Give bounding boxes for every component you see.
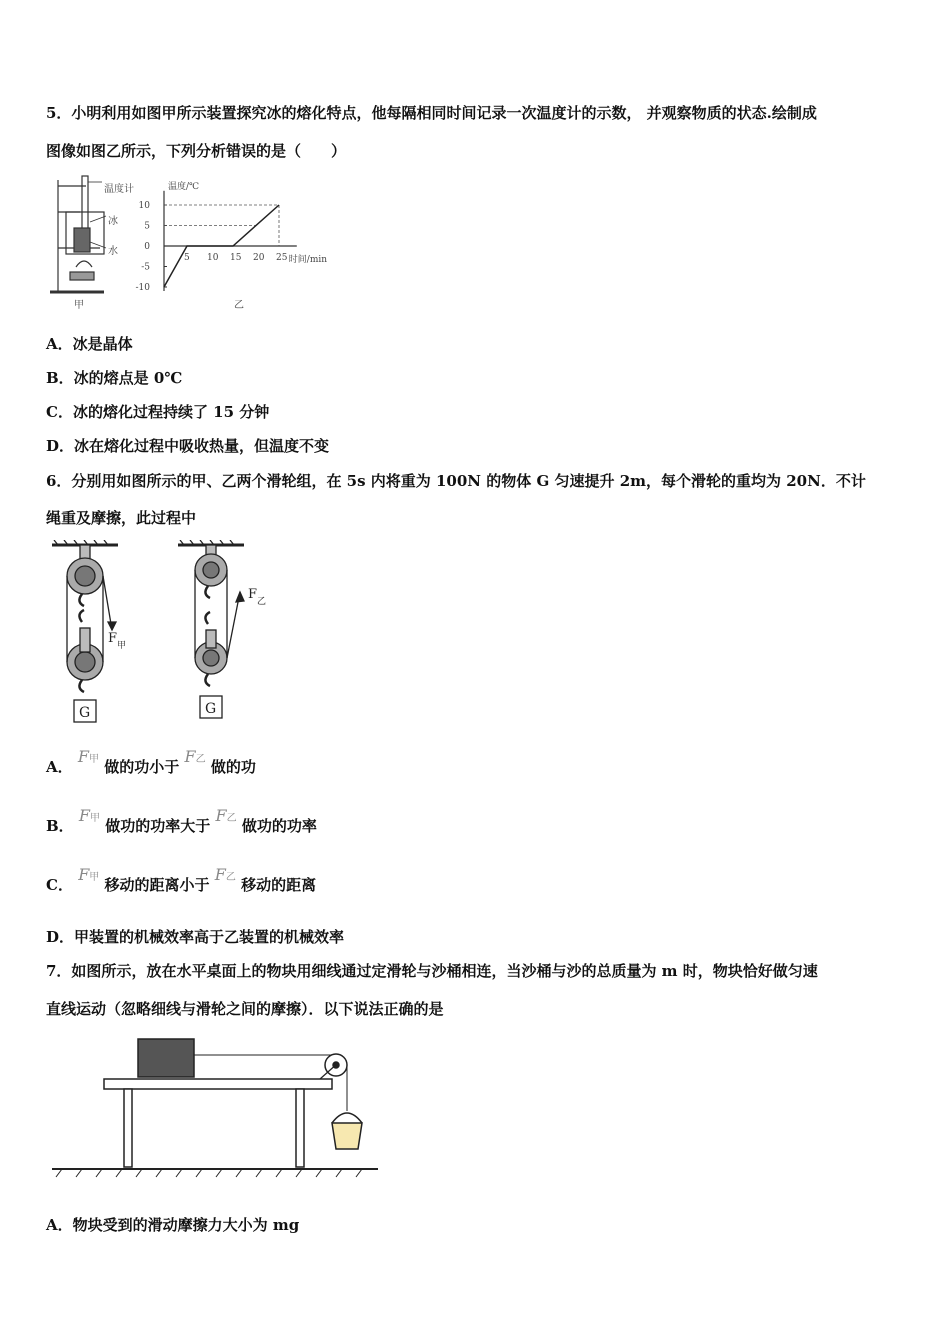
q5-option-a: A．冰是晶体 <box>46 335 133 353</box>
q5-figure <box>46 172 366 312</box>
right-caption: 乙 <box>234 300 244 311</box>
x-tick-label: 5 <box>184 253 190 263</box>
f-yi-symbol: F乙 <box>184 747 206 766</box>
q6-line2: 绳重及摩擦，此过程中 <box>46 509 197 527</box>
f-yi-symbol: F乙 <box>214 865 236 884</box>
option-a-tail: 做的功 <box>210 758 256 776</box>
force-right-sub: 乙 <box>257 597 267 607</box>
q7-option-a: A．物块受到的滑动摩擦力大小为 mg <box>46 1216 300 1234</box>
q5-option-b: B．冰的熔点是 0℃ <box>46 369 183 387</box>
q6-option-d: D．甲装置的机械效率高于乙装置的机械效率 <box>46 928 345 946</box>
y-tick-label: 10 <box>138 201 150 211</box>
option-b-label: B． <box>46 817 74 835</box>
q5-option-c: C．冰的熔化过程持续了 15 分钟 <box>46 403 270 421</box>
thermometer-label: 温度计 <box>104 184 134 195</box>
q6-line1: 6．分别用如图所示的甲、乙两个滑轮组，在 5s 内将重为 100N 的物体 G 匀速提升 2m，每个滑轮的重均为 20N．不计 <box>46 472 866 490</box>
x-tick-label: 15 <box>230 253 242 263</box>
q6-option-b <box>46 806 317 836</box>
force-left-sub: 甲 <box>117 641 127 651</box>
y-axis-label: 温度/℃ <box>168 181 200 192</box>
option-a-mid: 做的功小于 <box>104 758 180 776</box>
x-tick-label: 25 <box>276 253 288 263</box>
y-tick-label: 5 <box>144 221 150 232</box>
q7-table-figure <box>52 1035 392 1185</box>
option-a-label: A． <box>46 758 73 776</box>
q5-line1: 5．小明利用如图甲所示装置探究冰的熔化特点，他每隔相同时间记录一次温度计的示数， 并观察物质的状态.绘制成 <box>46 104 817 122</box>
q7-line1: 7．如图所示，放在水平桌面上的物块用细线通过定滑轮与沙桶相连，当沙桶与沙的总质量为 m 时，物块恰好做匀速 <box>46 962 818 980</box>
table-pulley-drawing <box>52 1039 378 1177</box>
x-tick-label: 20 <box>253 253 265 263</box>
temperature-chart <box>136 180 328 293</box>
force-right-symbol: F <box>248 587 258 602</box>
ice-label: 冰 <box>108 216 118 227</box>
f-jia-symbol: F甲 <box>78 806 101 825</box>
f-jia-symbol: F甲 <box>78 865 100 884</box>
weight-g-right: G <box>205 701 217 717</box>
x-axis-label: 时间/min <box>288 255 328 265</box>
weight-g-left: G <box>79 705 91 721</box>
option-b-tail: 做功的功率 <box>241 817 317 835</box>
q6-option-c <box>46 865 317 895</box>
option-c-tail: 移动的距离 <box>241 876 317 894</box>
apparatus-drawing <box>50 176 106 292</box>
water-label: 水 <box>108 246 118 257</box>
option-c-mid: 移动的距离小于 <box>104 876 210 894</box>
y-tick-label: -10 <box>135 283 150 293</box>
q5-line2: 图像如图乙所示，下列分析错误的是（ ） <box>46 142 347 160</box>
q5-option-d: D．冰在熔化过程中吸收热量，但温度不变 <box>46 437 330 455</box>
option-b-mid: 做功的功率大于 <box>105 817 211 835</box>
f-jia-symbol: F甲 <box>77 747 99 766</box>
q6-pulley-figure <box>46 540 286 730</box>
y-tick-label: -5 <box>141 262 150 273</box>
q6-option-a <box>46 747 256 777</box>
pulley-drawings <box>52 540 244 722</box>
option-c-label: C． <box>46 876 73 894</box>
y-tick-label: 0 <box>144 242 150 252</box>
f-yi-symbol: F乙 <box>215 806 237 825</box>
x-tick-label: 10 <box>207 253 219 263</box>
q7-line2: 直线运动（忽略细线与滑轮之间的摩擦）．以下说法正确的是 <box>46 1000 444 1018</box>
force-left-symbol: F <box>108 631 118 646</box>
left-caption: 甲 <box>74 300 84 311</box>
